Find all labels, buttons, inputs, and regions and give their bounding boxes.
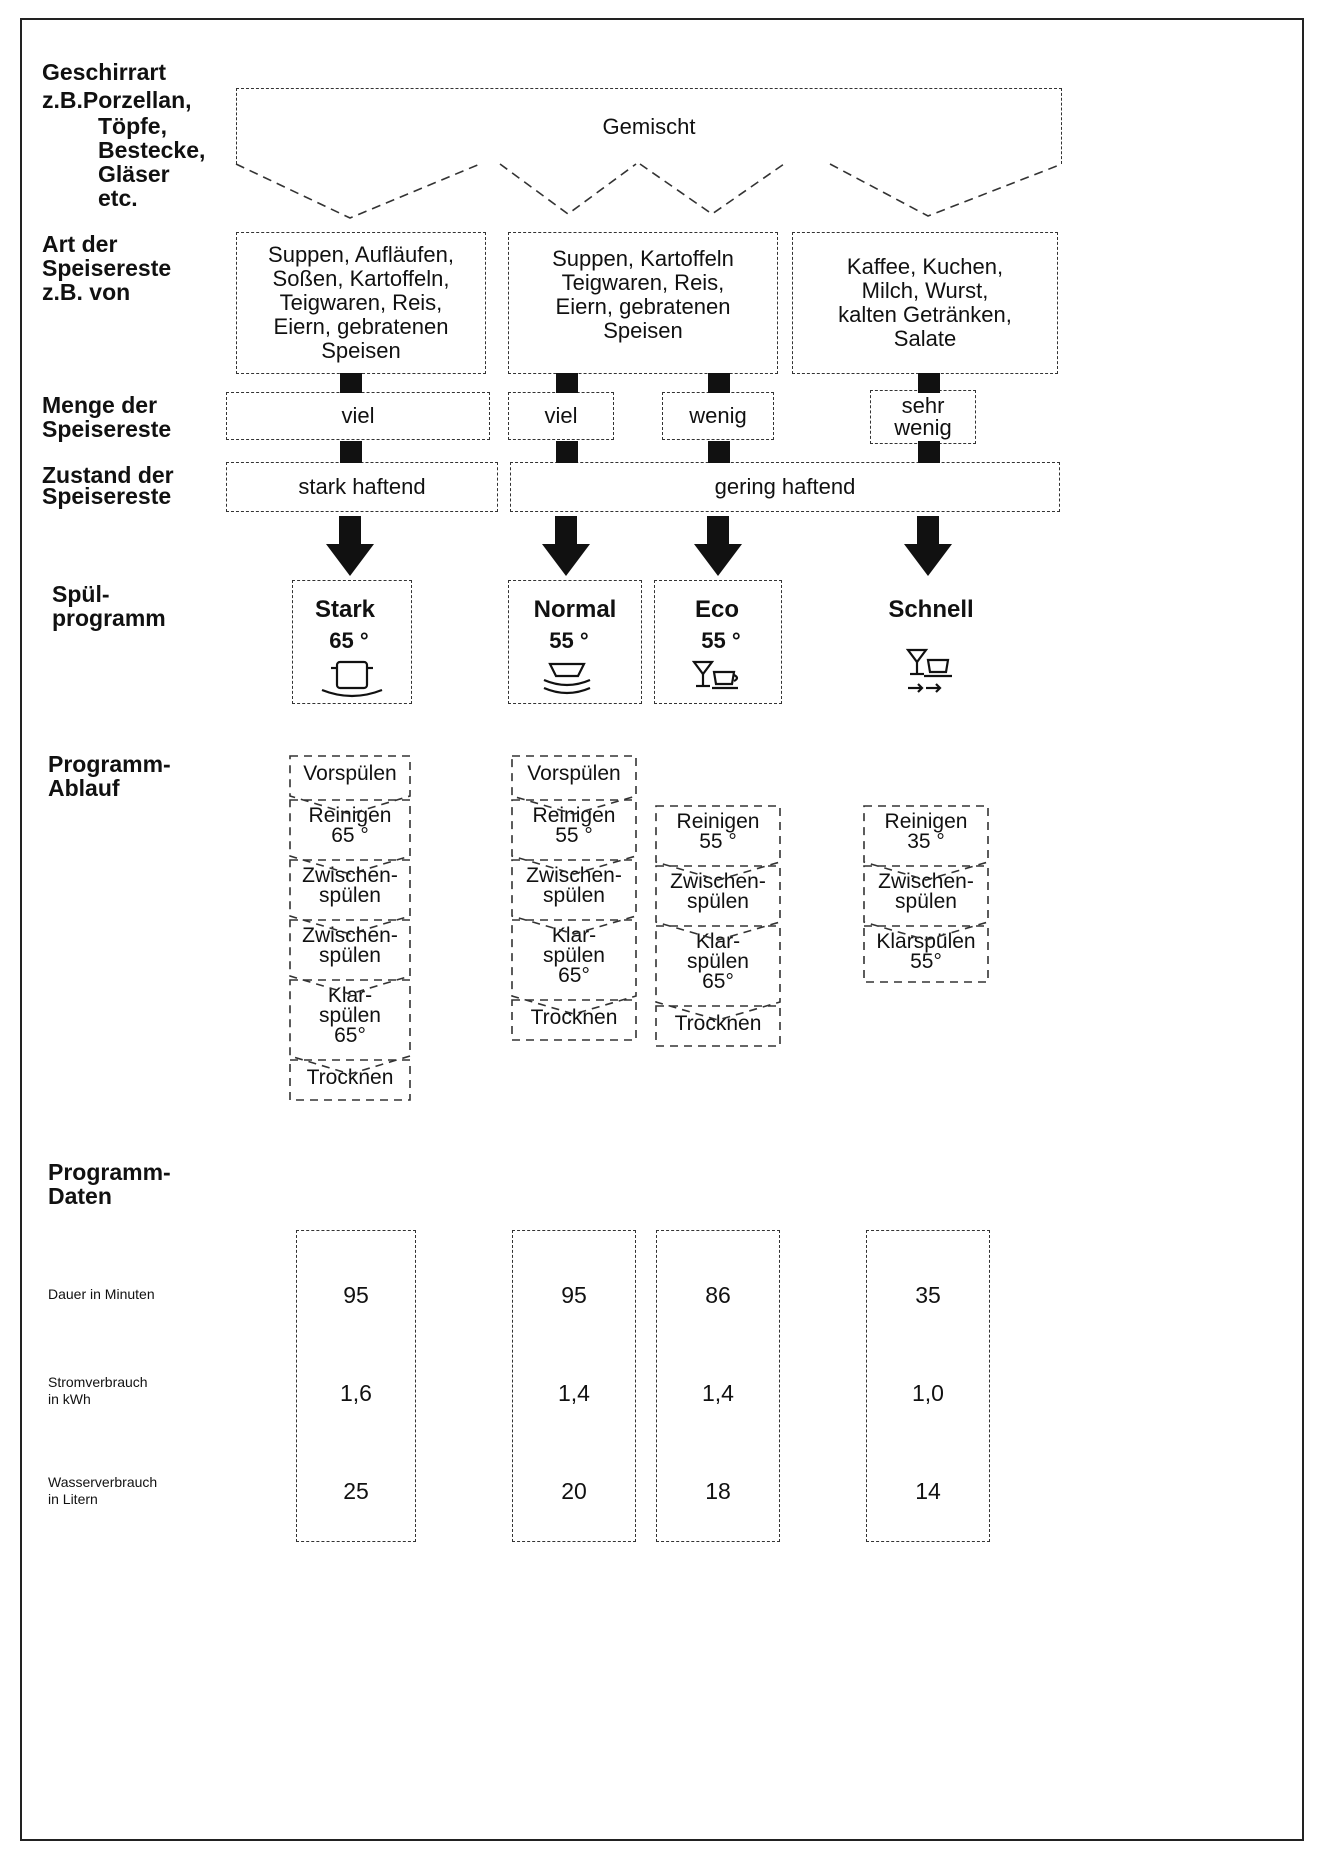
ablauf-step-line: Reinigen <box>676 810 760 833</box>
label-menge: Menge der Speisereste <box>42 392 172 442</box>
strom-schnell: 1,0 <box>912 1380 944 1406</box>
ablauf-step-shape <box>290 920 410 994</box>
label-zustand: Zustand der Speisereste <box>42 462 174 509</box>
label-spuelprogramm: Spül- programm <box>52 581 166 631</box>
program-temp-normal: 55 ° <box>549 628 589 653</box>
label-art-der-speisereste: Art der Speisereste z.B. von <box>42 231 172 305</box>
ablauf-step-shape <box>864 926 988 982</box>
label-dauer: Dauer in Minuten <box>48 1286 155 1302</box>
glass-and-cup-icon <box>694 662 738 688</box>
menge-box-schnell: sehr wenig <box>870 390 976 444</box>
ablauf-step-shape <box>864 866 988 940</box>
strom-eco: 1,4 <box>702 1380 734 1406</box>
ablauf-step-line: Trocknen <box>674 1012 762 1035</box>
wasser-eco: 18 <box>705 1478 731 1504</box>
ablauf-step-line: Klarspülen <box>876 930 976 953</box>
label-programm-daten: Programm- Daten <box>48 1159 171 1209</box>
label-wasser: Wasserverbrauch in Litern <box>48 1474 158 1507</box>
connector-squares <box>340 373 940 463</box>
menge-box-normal: viel <box>508 392 614 440</box>
menge-box-stark: viel <box>226 392 490 440</box>
ablauf-step-line: Reinigen <box>308 804 392 827</box>
ablauf-step-line: 65° <box>558 964 590 987</box>
speisereste-box-normal-eco: Suppen, Kartoffeln Teigwaren, Reis, Eiern, gebratenen Speisen <box>508 232 778 374</box>
stacked-plates-icon <box>544 664 590 693</box>
label-geschirrart: Geschirrart <box>42 59 167 85</box>
ablauf-step-line: spülen <box>319 944 381 967</box>
ablauf-step-shape <box>290 1060 410 1100</box>
ablauf-step-line: 55 ° <box>555 824 593 847</box>
menge-box-eco: wenig <box>662 392 774 440</box>
glass-cup-quick-icon <box>908 650 952 692</box>
speisereste-box-schnell: Kaffee, Kuchen, Milch, Wurst, kalten Getränken, Salate <box>792 232 1058 374</box>
program-name-normal: Normal <box>533 596 617 623</box>
ablauf-step-line: 65° <box>702 970 734 993</box>
speisereste-box-stark: Suppen, Aufläufen, Soßen, Kartoffeln, Teigwaren, Reis, Eiern, gebratenen Speisen <box>236 232 486 374</box>
wasser-stark: 25 <box>343 1478 369 1504</box>
ablauf-step-shape <box>512 800 636 874</box>
ablauf-step-line: Trocknen <box>306 1066 394 1089</box>
dauer-schnell: 35 <box>915 1282 941 1308</box>
ablauf-step-line: Reinigen <box>884 810 968 833</box>
program-name-eco: Eco <box>694 596 739 623</box>
program-name-schnell: Schnell <box>888 596 974 623</box>
label-geschirrart-examples: z.B.Porzellan, <box>42 87 192 113</box>
ablauf-step-line: Trocknen <box>530 1006 618 1029</box>
ablauf-step-line: spülen <box>319 1004 381 1027</box>
ablauf-step-line: Klar- <box>695 930 741 953</box>
zustand-box-gering: gering haftend <box>510 462 1060 512</box>
ablauf-step-line: spülen <box>543 944 605 967</box>
ablauf-step-line: spülen <box>543 884 605 907</box>
ablauf-step-line: Zwischen- <box>526 864 622 887</box>
ablauf-step-line: Vorspülen <box>303 762 397 785</box>
ablauf-step-line: 65° <box>334 1024 366 1047</box>
ablauf-step-shape <box>512 1000 636 1040</box>
ablauf-step-line: Klar- <box>551 924 597 947</box>
pot-on-plate-icon <box>322 662 382 696</box>
ablauf-step-line: Zwischen- <box>302 864 398 887</box>
dauer-stark: 95 <box>343 1282 369 1308</box>
program-temp-stark: 65 ° <box>329 628 369 653</box>
strom-stark: 1,6 <box>340 1380 372 1406</box>
ablauf-step-line: 55° <box>910 950 942 973</box>
ablauf-step-line: Zwischen- <box>670 870 766 893</box>
ablauf-chevrons <box>290 756 988 1100</box>
strom-normal: 1,4 <box>558 1380 590 1406</box>
ablauf-step-shape <box>656 866 780 940</box>
ablauf-step-shape <box>290 860 410 934</box>
ablauf-step-shape <box>290 800 410 874</box>
ablauf-step-line: 65 ° <box>331 824 369 847</box>
ablauf-step-shape <box>512 756 636 814</box>
label-geschirrart-list: Töpfe, Bestecke, Gläser etc. <box>98 113 206 211</box>
ablauf-step-line: 55 ° <box>699 830 737 853</box>
zustand-box-stark: stark haftend <box>226 462 498 512</box>
ablauf-step-line: Reinigen <box>532 804 616 827</box>
program-arrows <box>326 516 952 576</box>
gemischt-funnel <box>236 164 1062 218</box>
ablauf-step-line: Zwischen- <box>878 870 974 893</box>
ablauf-step-shape <box>656 1006 780 1046</box>
program-temp-eco: 55 ° <box>701 628 741 653</box>
ablauf-step-line: Klar- <box>327 984 373 1007</box>
ablauf-step-line: spülen <box>687 890 749 913</box>
ablauf-step-line: spülen <box>319 884 381 907</box>
program-name-stark: Stark <box>314 596 376 623</box>
dauer-eco: 86 <box>705 1282 731 1308</box>
wasser-normal: 20 <box>561 1478 587 1504</box>
ablauf-step-shape <box>656 806 780 880</box>
ablauf-step-shape <box>290 756 410 814</box>
label-programm-ablauf: Programm- Ablauf <box>48 751 171 801</box>
ablauf-step-shape <box>512 860 636 934</box>
ablauf-step-line: Vorspülen <box>527 762 621 785</box>
ablauf-step-line: spülen <box>895 890 957 913</box>
dauer-normal: 95 <box>561 1282 587 1308</box>
wasser-schnell: 14 <box>915 1478 941 1504</box>
ablauf-step-line: spülen <box>687 950 749 973</box>
label-strom: Stromverbrauch in kWh <box>48 1374 148 1407</box>
ablauf-step-line: 35 ° <box>907 830 945 853</box>
ablauf-step-line: Zwischen- <box>302 924 398 947</box>
ablauf-step-shape <box>864 806 988 880</box>
gemischt-label: Gemischt <box>602 113 696 139</box>
